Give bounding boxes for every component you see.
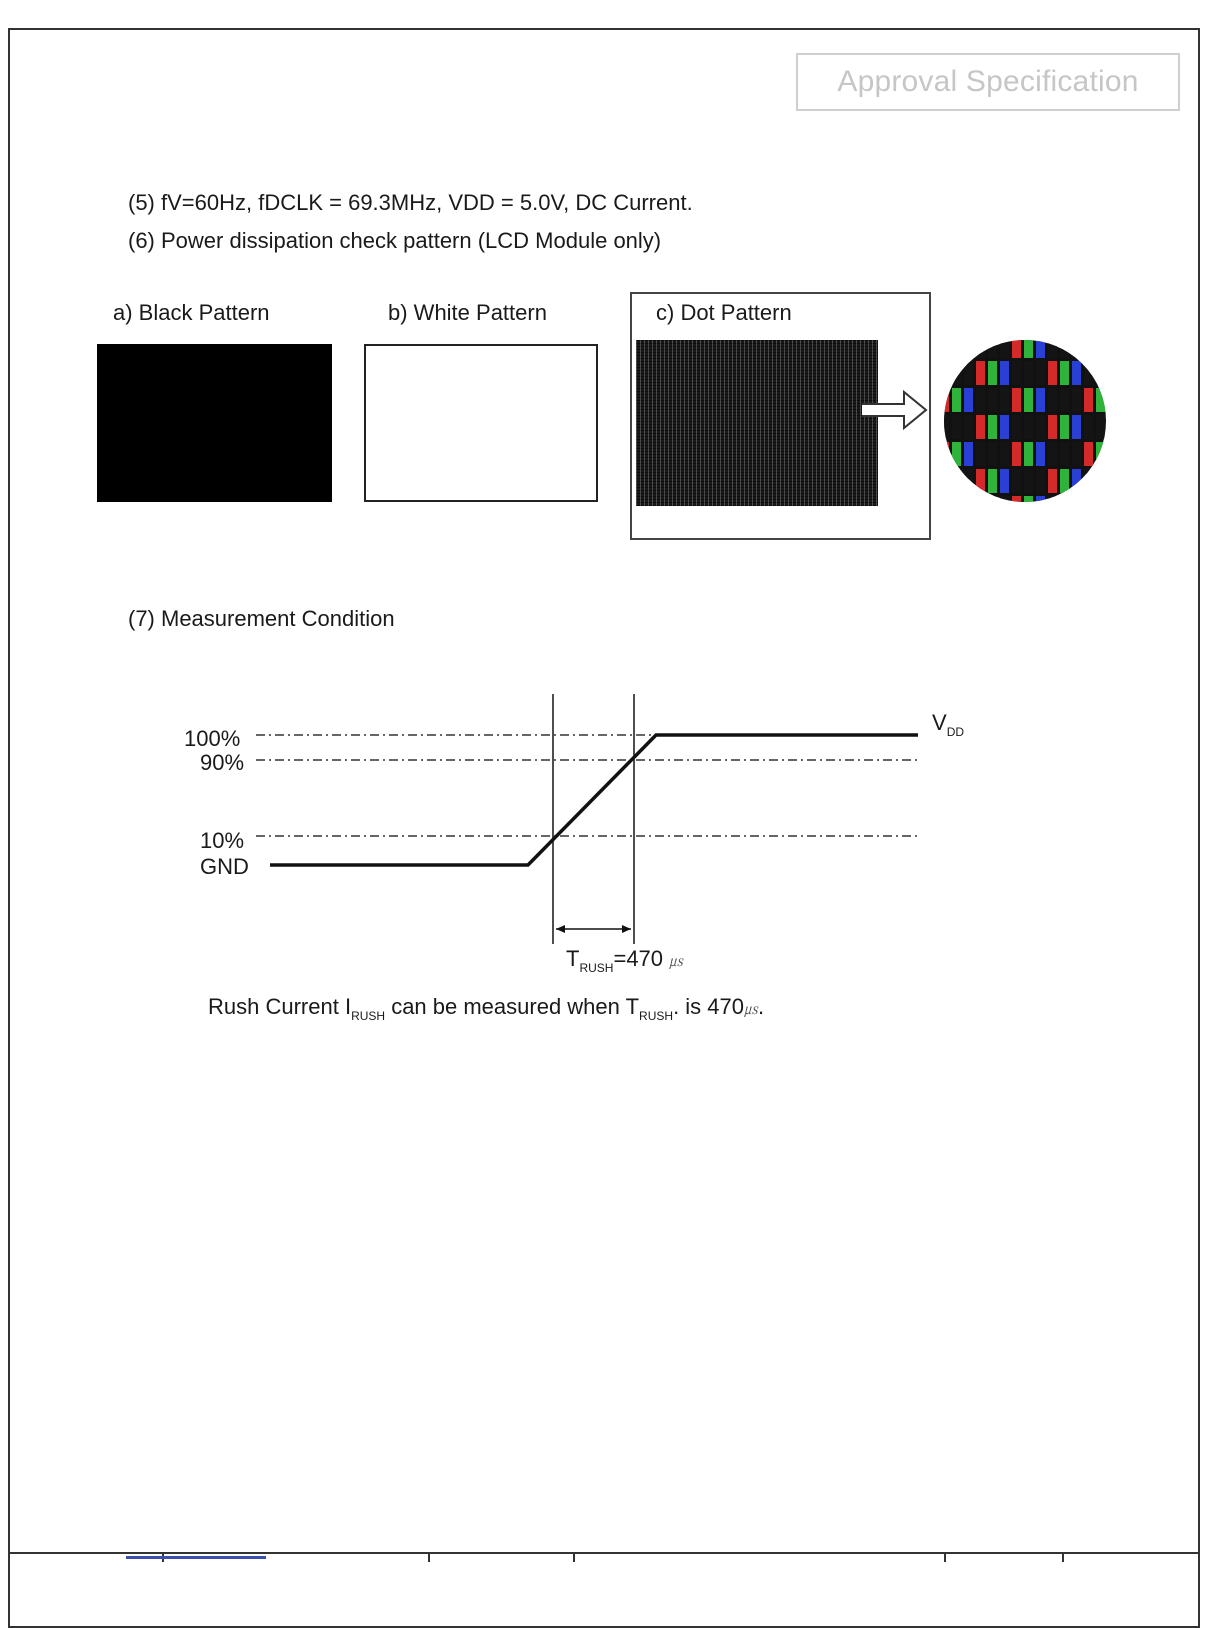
- level-100-label: 100%: [184, 726, 241, 751]
- vdd-label: $V_{DD}$: [932, 710, 965, 739]
- dimension-arrow-right-icon: [622, 925, 631, 933]
- footer-mark: [126, 1556, 266, 1559]
- approval-stamp: Approval Specification: [796, 53, 1180, 111]
- condition-line-5: (5) fV=60Hz, fDCLK = 69.3MHz, VDD = 5.0V, DC Current.: [128, 190, 693, 215]
- trush-label: $T_{RUSH}=470$ ㎲: [566, 946, 684, 975]
- dot-pattern-label: c) Dot Pattern: [656, 300, 792, 325]
- bottom-rule: [8, 1552, 1200, 1554]
- black-pattern-label: a) Black Pattern: [113, 300, 270, 325]
- rush-current-note: Rush Current $I_{RUSH}$ can be measured when $T_{RUSH}$. is 470㎲.: [208, 994, 765, 1023]
- condition-line-6: (6) Power dissipation check pattern (LCD Module only): [128, 228, 662, 253]
- vdd-rise-trace: [270, 735, 918, 865]
- footer-tick: [573, 1552, 575, 1562]
- level-10-label: 10%: [200, 828, 245, 853]
- level-90-label: 90%: [200, 750, 245, 775]
- dimension-arrow-left-icon: [556, 925, 565, 933]
- footer-tick: [428, 1552, 430, 1562]
- white-pattern-label: b) White Pattern: [388, 300, 547, 325]
- gnd-label: GND: [200, 854, 249, 879]
- condition-line-7: (7) Measurement Condition: [128, 606, 395, 631]
- footer-tick: [944, 1552, 946, 1562]
- footer-tick: [1062, 1552, 1064, 1562]
